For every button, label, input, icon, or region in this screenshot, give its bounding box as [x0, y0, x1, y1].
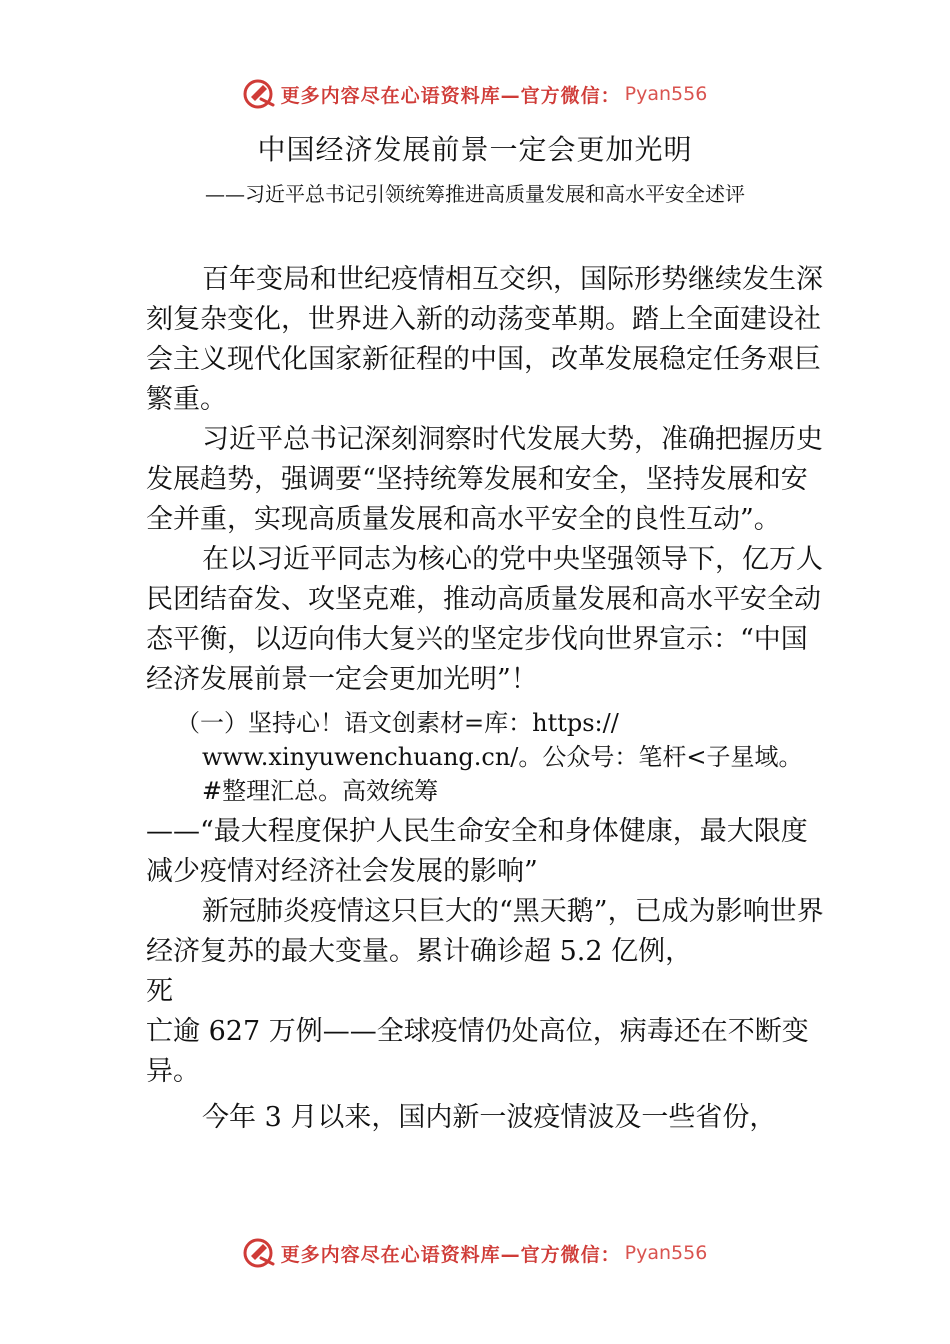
section-quote: ——“最大程度保护人民生命安全和身体健康，最大限度减少疫情对经济社会发展的影响”	[146, 816, 808, 887]
paragraph-2: 习近平总书记深刻洞察时代发展大势，准确把握历史发展趋势，强调要“坚持统筹发展和安全，坚持发展和安全并重，实现高质量发展和高水平安全的良性互动”。	[146, 424, 823, 535]
article-subtitle: ——习近平总书记引领统筹推进高质量发展和高水平安全述评	[205, 182, 745, 206]
section-heading-tail: #整理汇总。高效统筹	[202, 777, 439, 805]
section-heading: （一）坚持心！语文创素材=库：https://	[176, 709, 619, 737]
logo-icon	[243, 1236, 277, 1270]
paragraph-1: 百年变局和世纪疫情相互交织，国际形势继续发生深刻复杂变化，世界进入新的动荡变革期。踏上全面建设社会主义现代化国家新征程的中国，改革发展稳定任务艰巨繁重。	[146, 264, 823, 415]
banner-wechat-id: Pyan556	[624, 83, 708, 105]
footer-banner	[0, 1233, 950, 1273]
paragraph-5: 今年 3 月以来，国内新一波疫情波及一些省份，	[202, 1102, 777, 1133]
header-banner	[0, 74, 950, 114]
article-body	[146, 260, 826, 1138]
paragraph-4: 新冠肺炎疫情这只巨大的“黑天鹅”，已成为影响世界经济复苏的最大变量。累计确诊超 5.2 亿例，	[146, 896, 824, 967]
paragraph-3: 在以习近平同志为核心的党中央坚强领导下，亿万人民团结奋发、攻坚克难，推动高质量发展和高水平安全动态平衡，以迈向伟大复兴的坚定步伐向世界宣示：“中国经济发展前景一定会更加光明”！	[146, 544, 823, 695]
paragraph-4-cont: 亡逾 627 万例——全球疫情仍处高位，病毒还在不断变异。	[146, 1016, 809, 1087]
article-title: 中国经济发展前景一定会更加光明	[257, 133, 693, 166]
footer-banner-wechat-id: Pyan556	[624, 1242, 708, 1264]
logo-icon	[243, 77, 277, 111]
footer-banner-text: 更多内容尽在心语资料库—官方微信：	[280, 1243, 621, 1266]
banner-text: 更多内容尽在心语资料库—官方微信：	[280, 84, 621, 107]
section-url-line: www.xinyuwenchuang.cn/。公众号：笔杆<子星域。	[202, 743, 803, 771]
paragraph-4-break: 死	[146, 976, 173, 1007]
